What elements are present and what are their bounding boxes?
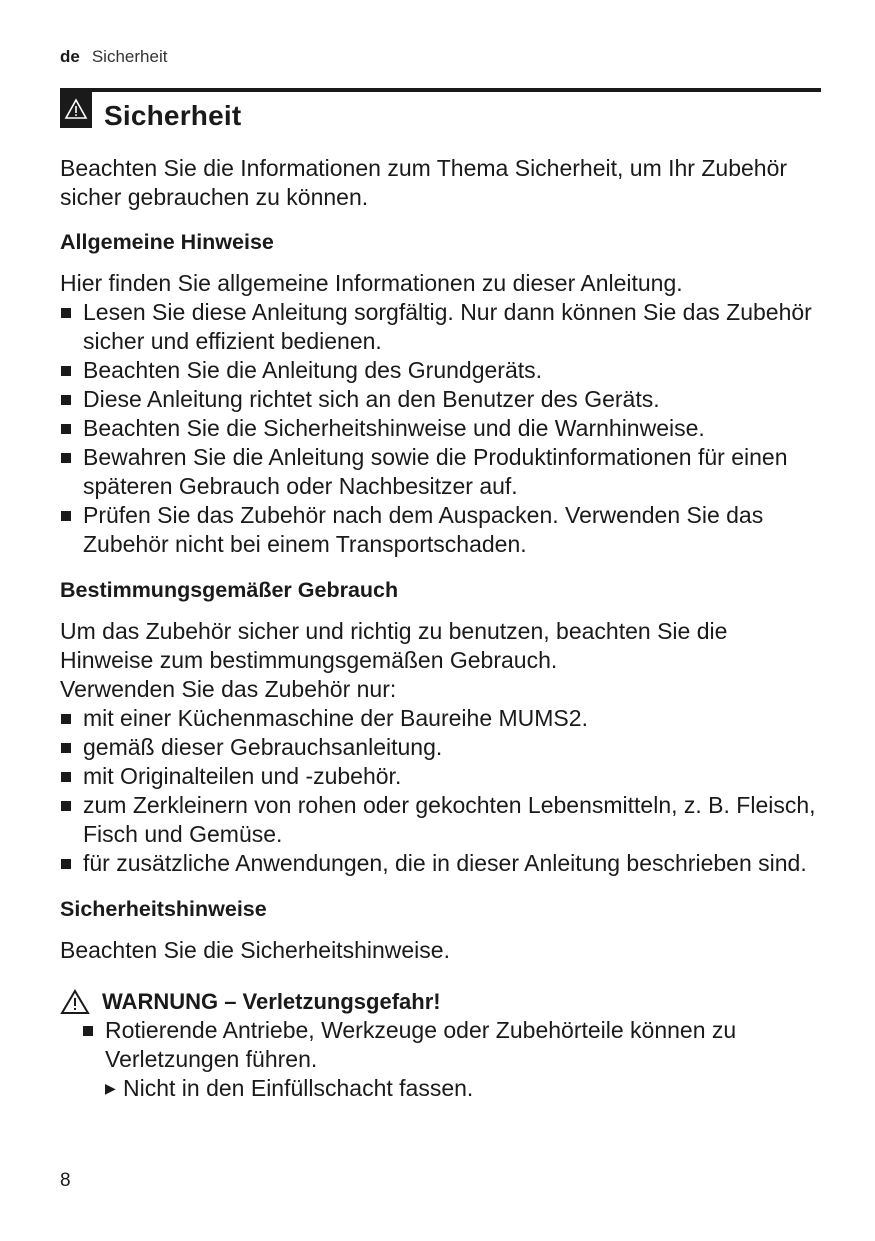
list-item: mit Originalteilen und -zubehör. [60,762,820,791]
heading-intended-use: Bestimmungsgemäßer Gebrauch [60,578,399,602]
list-item: Beachten Sie die Sicherheitshinweise und die Warnhinweise. [60,414,820,443]
list-item: für zusätzliche Anwendungen, die in dieser Anleitung beschrieben sind. [60,849,820,878]
intro-text: Beachten Sie die Informationen zum Thema Sicherheit, um Ihr Zubehör sicher gebrauchen zu können. [60,155,788,210]
list-item: Beachten Sie die Anleitung des Grundgeräts. [60,356,820,385]
list-item: Rotierende Antriebe, Werkzeuge oder Zubehörteile können zu Verletzungen führen. [82,1016,820,1074]
warning-heading [60,987,820,1016]
list-item: Prüfen Sie das Zubehör nach dem Auspacken. Verwenden Sie das Zubehör nicht bei einem Transportschaden. [60,501,820,559]
general-list [60,298,820,559]
list-item: gemäß dieser Gebrauchsanleitung. [60,733,820,762]
page-title: Sicherheit [104,100,242,131]
language-code: de [60,47,80,66]
warning-list-wrap [82,1016,820,1103]
general-lead: Hier finden Sie allgemeine Informationen zu dieser Anleitung. [60,270,683,296]
intended-lead-2: Verwenden Sie das Zubehör nur: [60,676,397,702]
action-step-text: Nicht in den Einfüllschacht fassen. [123,1075,474,1101]
content [60,154,820,1103]
heading-safety: Sicherheitshinweise [60,897,267,921]
arrow-right-icon: ▶ [105,1080,116,1096]
title-row [60,92,241,132]
warning-title: WARNUNG – Verletzungsgefahr! [102,989,441,1014]
warning-triangle-icon [60,989,90,1015]
intended-list [60,704,820,878]
page-number: 8 [60,1170,71,1191]
warning-box-icon [60,92,92,128]
safety-lead: Beachten Sie die Sicherheitshinweise. [60,937,450,963]
list-item: mit einer Küchenmaschine der Baureihe MUMS2. [60,704,820,733]
list-item: Bewahren Sie die Anleitung sowie die Produktinformationen für einen späteren Gebrauch oder Nachbesitzer auf. [60,443,820,501]
action-step [105,1074,820,1103]
warning-list [82,1016,820,1074]
header-section: Sicherheit [91,47,168,66]
intended-lead: Um das Zubehör sicher und richtig zu benutzen, beachten Sie die Hinweise zum bestimmungsgemäßen Gebrauch. [60,618,728,673]
warning-block [60,987,820,1103]
list-item: zum Zerkleinern von rohen oder gekochten Lebensmitteln, z. B. Fleisch, Fisch und Gemüse. [60,791,820,849]
heading-general: Allgemeine Hinweise [60,230,274,254]
list-item: Lesen Sie diese Anleitung sorgfältig. Nur dann können Sie das Zubehör sicher und effizient bedienen. [60,298,820,356]
list-item: Diese Anleitung richtet sich an den Benutzer des Geräts. [60,385,820,414]
running-header [60,47,167,67]
